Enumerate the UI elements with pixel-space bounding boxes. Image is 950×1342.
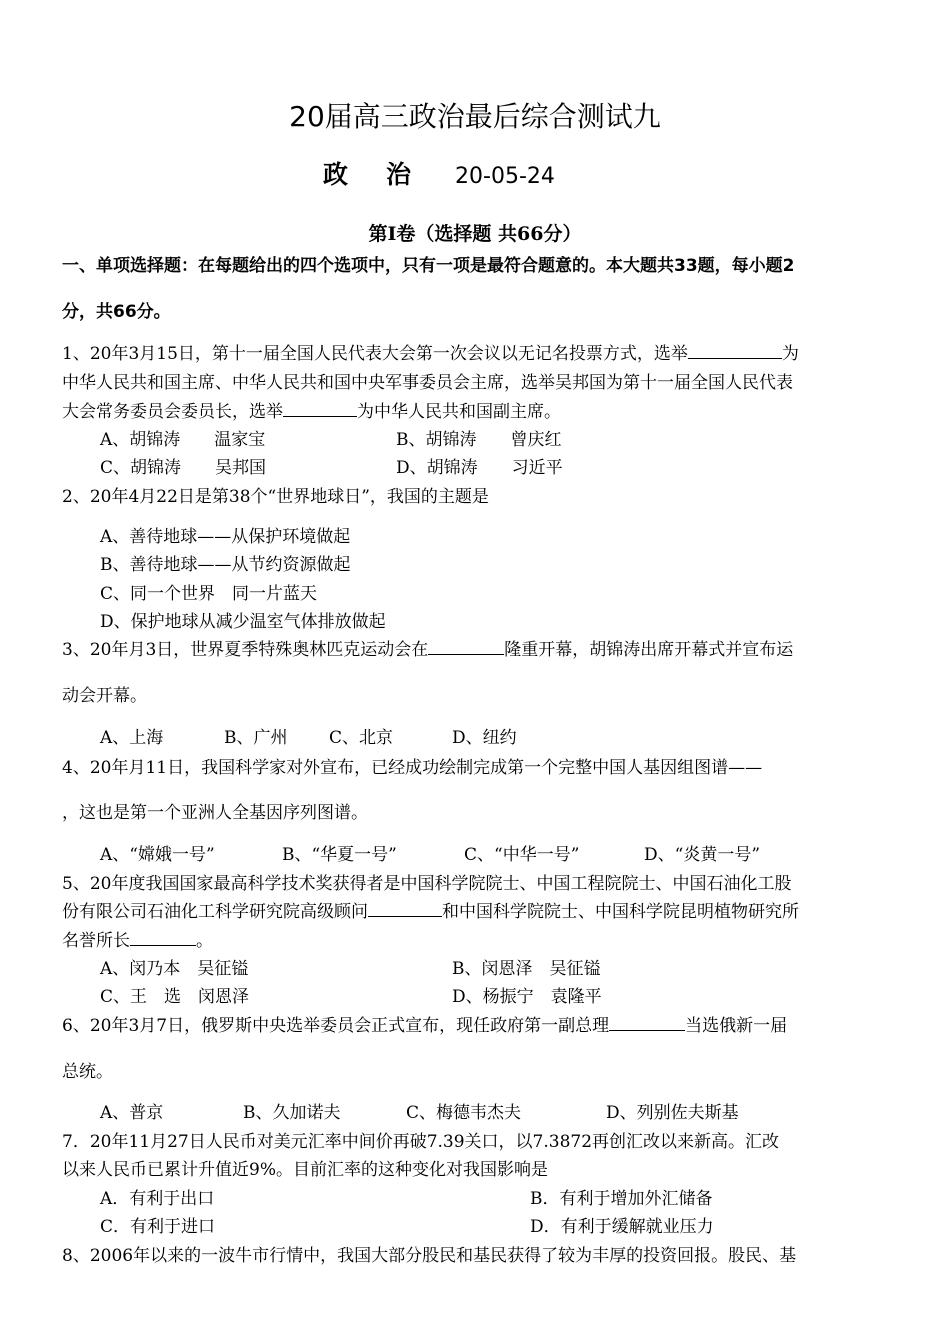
answer-blank <box>368 900 442 917</box>
question-5-option-c: C、王 选 闵恩泽 <box>100 987 250 1007</box>
answer-blank <box>130 929 196 946</box>
question-3-option-c: C、北京 <box>329 728 394 748</box>
question-4-option-c: C、“中华一号” <box>464 845 580 865</box>
question-4-option-d: D、“炎黄一号” <box>644 845 761 865</box>
answer-blank <box>688 342 782 359</box>
question-3-option-d: D、纽约 <box>452 728 517 748</box>
question-6-line-1: 6、20年3月7日，俄罗斯中央选举委员会正式宣布，现任政府第一副总理 当选俄新一届 <box>62 1016 788 1036</box>
question-2-option-a: A、善待地球——从保护环境做起 <box>100 527 351 547</box>
question-2-option-d: D、保护地球从减少温室气体排放做起 <box>100 612 386 632</box>
question-2-line-1: 2、20年4月22日是第38个“世界地球日”，我国的主题是 <box>62 487 489 507</box>
section-instruction-cont: 分，共66分。 <box>62 302 171 322</box>
question-7-line-1: 7．20年11月27日人民币对美元汇率中间价再破7.39关口，以7.3872再创汇改以来新高。汇改 <box>62 1132 780 1152</box>
question-2-option-b: B、善待地球——从节约资源做起 <box>100 555 351 575</box>
question-3-line-2: 动会开幕。 <box>62 686 147 706</box>
question-6-option-a: A、普京 <box>100 1103 164 1123</box>
question-5-option-a: A、闵乃本 吴征镒 <box>100 959 249 979</box>
question-1-line-3: 大会常务委员会委员长，选举 为中华人民共和国副主席。 <box>62 402 561 422</box>
subject-name: 政治 <box>323 160 450 189</box>
exam-date: 20-05-24 <box>455 164 555 189</box>
question-5-option-d: D、杨振宁 袁隆平 <box>452 987 602 1007</box>
subject-line <box>323 155 555 191</box>
section-heading: 第Ⅰ卷（选择题 共66分） <box>368 223 582 245</box>
question-7-option-b: B．有利于增加外汇储备 <box>530 1189 713 1209</box>
question-1-option-a: A、胡锦涛 温家宝 <box>100 430 266 450</box>
question-5-line-1: 5、20年度我国国家最高科学技术奖获得者是中国科学院院士、中国工程院院士、中国石油化工股 <box>62 874 792 894</box>
exam-title: 20届高三政治最后综合测试九 <box>289 100 661 133</box>
question-3-option-a: A、上海 <box>100 728 164 748</box>
section-instruction: 一、单项选择题：在每题给出的四个选项中，只有一项是最符合题意的。本大题共33题，每小题2 <box>62 256 795 276</box>
question-1-line-1: 1、20年3月15日，第十一届全国人民代表大会第一次会议以无记名投票方式，选举 为 <box>62 344 799 364</box>
question-5-option-b: B、闵恩泽 吴征镒 <box>452 959 601 979</box>
question-1-line-2: 中华人民共和国主席、中华人民共和国中央军事委员会主席，选举吴邦国为第十一届全国人民代表 <box>62 373 793 393</box>
question-2-option-c: C、同一个世界 同一片蓝天 <box>100 584 318 604</box>
question-3-line-1: 3、20年月3日，世界夏季特殊奥林匹克运动会在 隆重开幕，胡锦涛出席开幕式并宣布运 <box>62 640 794 660</box>
question-5-line-3: 名誉所长 。 <box>62 931 213 951</box>
answer-blank <box>283 400 357 417</box>
question-1-option-b: B、胡锦涛 曾庆红 <box>396 430 562 450</box>
question-4-option-a: A、“嫦娥一号” <box>100 845 215 865</box>
question-1-option-d: D、胡锦涛 习近平 <box>396 458 563 478</box>
answer-blank <box>428 638 504 655</box>
question-7-option-a: A．有利于出口 <box>100 1189 215 1209</box>
question-4-option-b: B、“华夏一号” <box>282 845 397 865</box>
question-8-line-1: 8、2006年以来的一波牛市行情中，我国大部分股民和基民获得了较为丰厚的投资回报。股民、基 <box>62 1246 797 1266</box>
question-1-option-c: C、胡锦涛 吴邦国 <box>100 458 267 478</box>
question-4-line-1: 4、20年月11日，我国科学家对外宣布，已经成功绘制完成第一个完整中国人基因组图谱—— <box>62 758 763 778</box>
question-7-line-2: 以来人民币已累计升值近9%。目前汇率的这种变化对我国影响是 <box>62 1160 548 1180</box>
question-7-option-c: C．有利于进口 <box>100 1217 216 1237</box>
question-4-line-2: ，这也是第一个亚洲人全基因序列图谱。 <box>62 803 368 823</box>
question-6-option-d: D、列别佐夫斯基 <box>606 1103 739 1123</box>
question-5-line-2: 份有限公司石油化工科学研究院高级顾问 和中国科学院院士、中国科学院昆明植物研究所 <box>62 902 799 922</box>
answer-blank <box>609 1014 685 1031</box>
question-6-option-b: B、久加诺夫 <box>243 1103 341 1123</box>
question-6-line-2: 总统。 <box>62 1062 113 1082</box>
question-3-option-b: B、广州 <box>224 728 288 748</box>
question-7-option-d: D．有利于缓解就业压力 <box>530 1217 714 1237</box>
question-6-option-c: C、梅德韦杰夫 <box>406 1103 522 1123</box>
